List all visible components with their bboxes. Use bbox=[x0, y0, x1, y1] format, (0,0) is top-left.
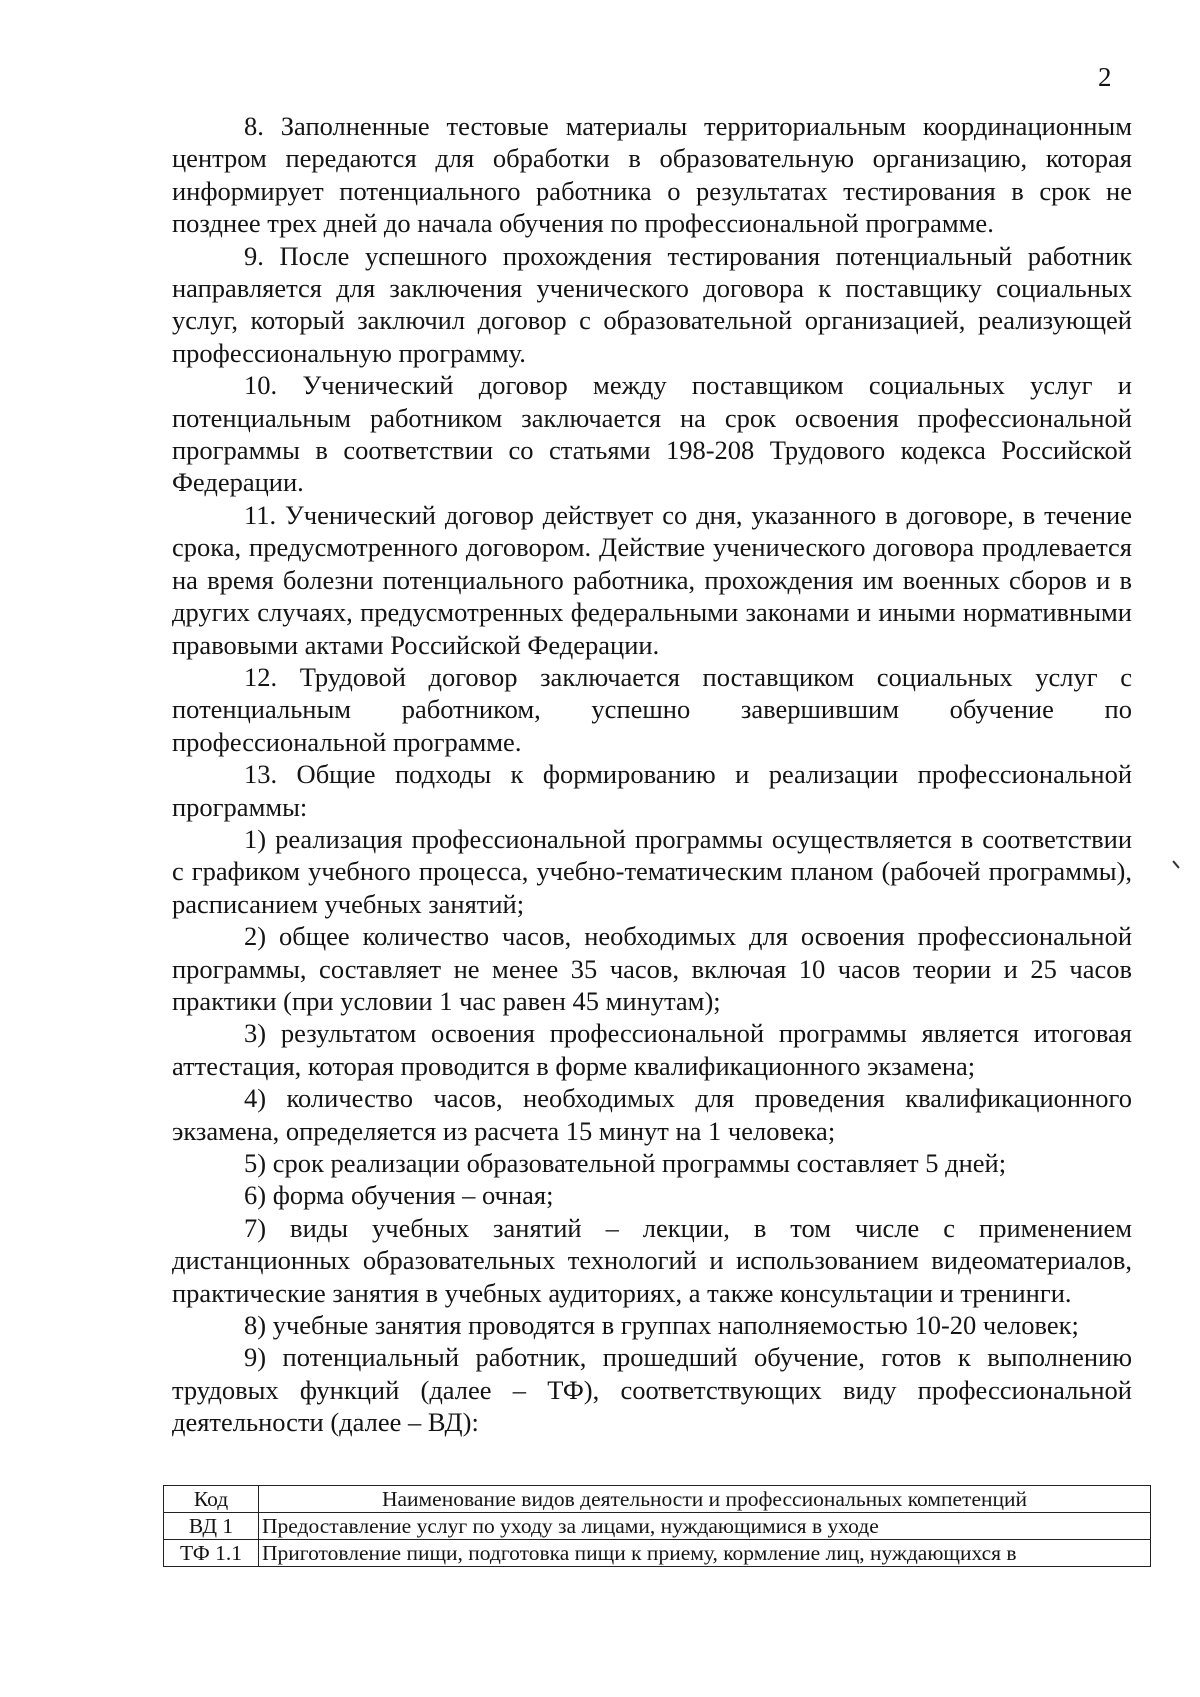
list-item-9: 9) потенциальный работник, прошедший обучение, готов к выполнению трудовых функций (далее – ТФ), соответствующих виду профессиональной деятельности (далее – ВД): bbox=[172, 1342, 1132, 1438]
list-item-5: 5) срок реализации образовательной программы составляет 5 дней; bbox=[244, 1148, 1007, 1178]
document-body bbox=[172, 110, 1132, 1439]
table-header-row bbox=[164, 1486, 1151, 1513]
list-item-2: 2) общее количество часов, необходимых для освоения профессиональной программы, составляет не менее 35 часов, включая 10 часов теории и 25 часов практики (при условии 1 час равен 45 минутам); bbox=[172, 921, 1132, 1016]
column-header-code: Код bbox=[164, 1486, 259, 1513]
page-number: 2 bbox=[1098, 62, 1112, 92]
list-item-4: 4) количество часов, необходимых для проведения квалификационного экзамена, определяется из расчета 15 минут на 1 человека; bbox=[172, 1083, 1132, 1146]
paragraph-13: 13. Общие подходы к формированию и реализации профессиональной программы: bbox=[172, 759, 1132, 822]
table-cell-code: ВД 1 bbox=[164, 1513, 259, 1540]
paragraph-8: 8. Заполненные тестовые материалы территориальным координационным центром передаются для обработки в образовательную организацию, которая информирует потенциального работника о результатах тестирования в срок не позднее трех дней до начала обучения по профессиональной программе. bbox=[172, 111, 1132, 239]
list-item-1: 1) реализация профессиональной программы осуществляется в соответствии с графиком учебного процесса, учебно-тематическим планом (рабочей программы), расписанием учебных занятий; bbox=[172, 823, 1132, 919]
paragraph-10: 10. Ученический договор между поставщиком социальных услуг и потенциальным работником заключается на срок освоения профессиональной программы в соответствии со статьями 198-208 Трудового кодекса Российской Федерации. bbox=[172, 370, 1132, 498]
list-item-7: 7) виды учебных занятий – лекции, в том числе с применением дистанционных образовательных технологий и использованием видеоматериалов, практические занятия в учебных аудиториях, а также консультации и тренинги. bbox=[172, 1212, 1132, 1308]
table-row bbox=[164, 1513, 1151, 1540]
margin-mark bbox=[1172, 860, 1179, 868]
table-cell-code: ТФ 1.1 bbox=[164, 1540, 259, 1567]
table-cell-name: Предоставление услуг по уходу за лицами, нуждающимися в уходе bbox=[259, 1513, 1151, 1540]
paragraph-9: 9. После успешного прохождения тестирования потенциальный работник направляется для заключения ученического договора к поставщику социальных услуг, который заключил договор с образовательной организацией, реализующей профессиональную программу. bbox=[172, 240, 1132, 368]
paragraph-11: 11. Ученический договор действует со дня, указанного в договоре, в течение срока, предусмотренного договором. Действие ученического договора продлевается на время болезни потенциального работника, прохождения им военных сборов и в других случаях, предусмотренных федеральными законами и иными нормативными правовыми актами Российской Федерации. bbox=[172, 499, 1132, 660]
list-item-8: 8) учебные занятия проводятся в группах наполняемостью 10-20 человек; bbox=[244, 1310, 1079, 1341]
table-row bbox=[164, 1540, 1151, 1567]
column-header-name: Наименование видов деятельности и профессиональных компетенций bbox=[259, 1486, 1151, 1513]
list-item-6: 6) форма обучения – очная; bbox=[244, 1180, 554, 1211]
competencies-table bbox=[163, 1485, 1151, 1567]
table-cell-name: Приготовление пищи, подготовка пищи к приему, кормление лиц, нуждающихся в bbox=[259, 1540, 1151, 1567]
list-item-3: 3) результатом освоения профессиональной программы является итоговая аттестация, которая проводится в форме квалификационного экзамена; bbox=[172, 1018, 1132, 1081]
paragraph-12: 12. Трудовой договор заключается поставщиком социальных услуг с потенциальным работником, успешно завершившим обучение по профессиональной программе. bbox=[172, 661, 1132, 757]
